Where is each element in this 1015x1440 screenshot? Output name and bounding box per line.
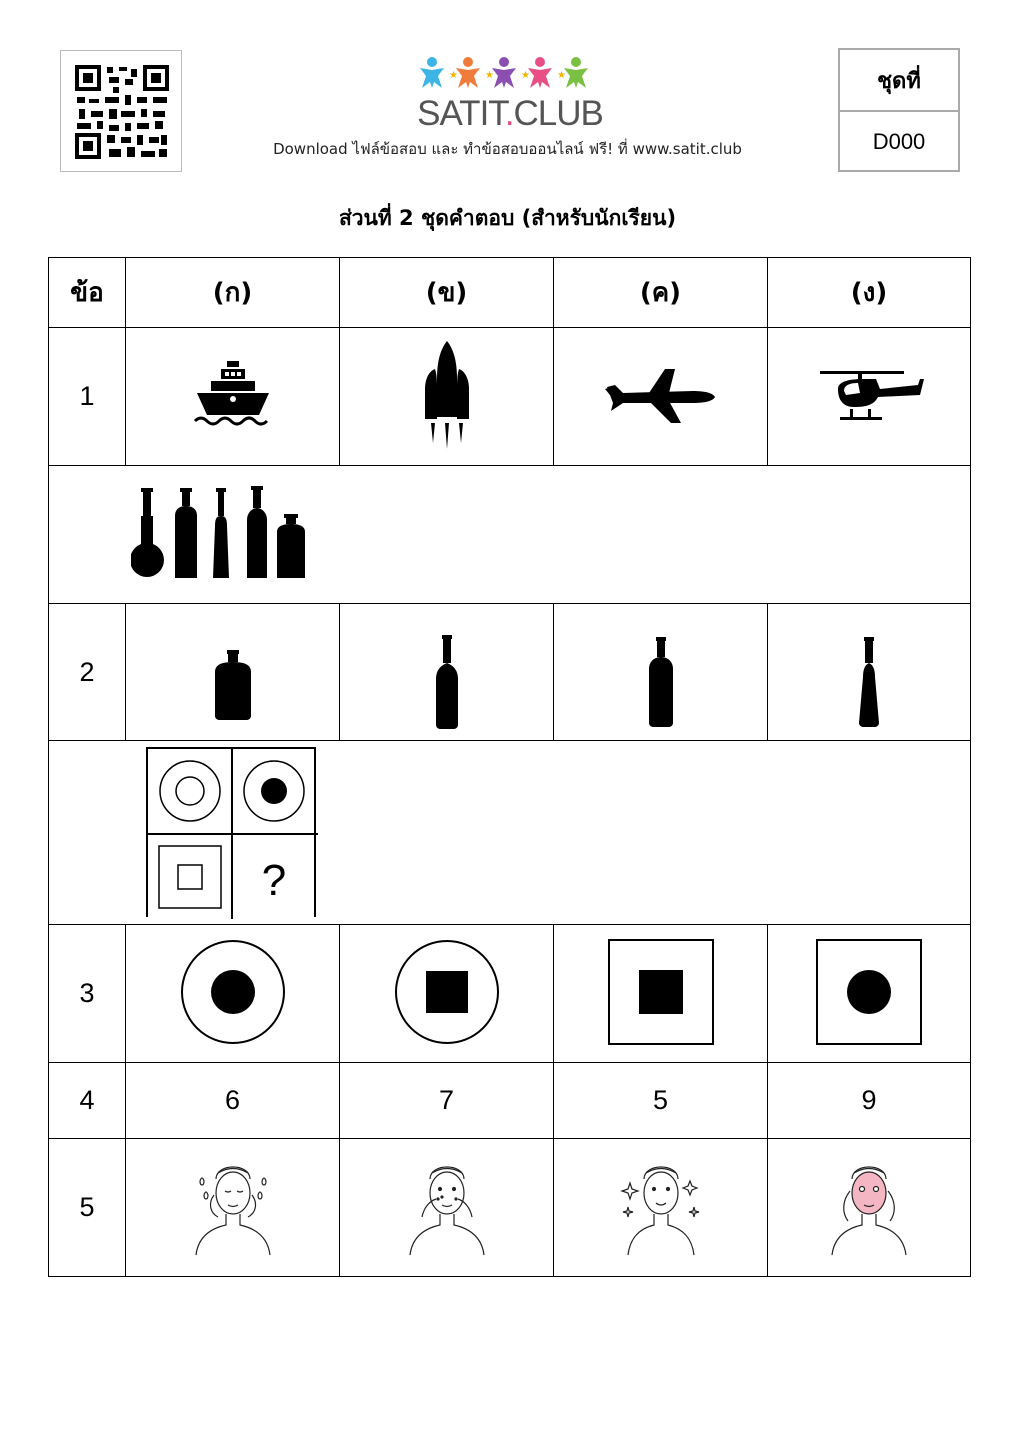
choice-cell[interactable] xyxy=(554,925,768,1063)
choice-cell[interactable] xyxy=(554,1139,768,1277)
circle-with-dot xyxy=(180,939,286,1045)
choice-cell[interactable]: 9 xyxy=(768,1063,971,1139)
choice-cell[interactable] xyxy=(126,604,340,741)
wine-bottle-icon xyxy=(647,637,675,727)
choice-cell[interactable] xyxy=(340,925,554,1063)
question-number: 1 xyxy=(49,328,126,466)
choice-cell[interactable] xyxy=(340,328,554,466)
face-glow-icon xyxy=(616,1151,706,1261)
svg-text:★: ★ xyxy=(449,70,458,81)
section-title: ส่วนที่ 2 ชุดคำตอบ (สำหรับนักเรียน) xyxy=(338,206,677,230)
choice-cell[interactable] xyxy=(554,328,768,466)
circle-with-square xyxy=(394,939,500,1045)
download-tagline: Download ไฟล์ข้อสอบ และ ทำข้อสอบออนไลน์ ฟรี! ที่ www.satit.club xyxy=(273,140,742,158)
answer-table xyxy=(48,257,971,1277)
helicopter-icon xyxy=(814,367,924,423)
choice-cell[interactable] xyxy=(768,1139,971,1277)
table-row xyxy=(49,741,971,925)
question-stem xyxy=(49,741,971,925)
choice-cell[interactable] xyxy=(126,925,340,1063)
choice-cell[interactable] xyxy=(768,328,971,466)
choice-cell[interactable] xyxy=(126,328,340,466)
face-mask-icon xyxy=(824,1151,914,1261)
question-number: 5 xyxy=(49,1139,126,1277)
grid-cell-question-mark: ? xyxy=(261,856,287,905)
choice-cell[interactable] xyxy=(554,604,768,741)
table-row xyxy=(49,1063,971,1139)
question-number: 4 xyxy=(49,1063,126,1139)
space-shuttle-icon xyxy=(417,339,477,451)
airplane-icon xyxy=(605,365,717,425)
square-with-square xyxy=(608,939,714,1045)
svg-text:★: ★ xyxy=(485,70,494,81)
table-header-row xyxy=(49,258,971,328)
short-bottle-icon xyxy=(213,650,253,720)
set-label: ชุดที่ xyxy=(840,50,958,112)
face-cream-icon xyxy=(402,1151,492,1261)
choice-cell[interactable] xyxy=(768,925,971,1063)
grid-cell-dot-in-circle xyxy=(242,759,306,823)
choice-cell[interactable]: 6 xyxy=(126,1063,340,1139)
ship-icon xyxy=(193,357,273,433)
choice-cell[interactable]: 7 xyxy=(340,1063,554,1139)
choice-cell[interactable]: 5 xyxy=(554,1063,768,1139)
question-stem xyxy=(49,466,971,604)
logo-figures xyxy=(420,57,588,88)
header-choice-c: (ค) xyxy=(554,258,768,328)
choice-cell[interactable] xyxy=(340,1139,554,1277)
face-wash-icon xyxy=(188,1151,278,1261)
table-row xyxy=(49,925,971,1063)
question-number: 3 xyxy=(49,925,126,1063)
table-row xyxy=(49,1139,971,1277)
svg-text:★: ★ xyxy=(521,70,530,81)
choice-cell[interactable] xyxy=(340,604,554,741)
grid-cell-circle-in-circle xyxy=(158,759,222,823)
square-with-dot xyxy=(816,939,922,1045)
header-item: ข้อ xyxy=(49,258,126,328)
logo-wordmark: SATIT.CLUB xyxy=(417,94,603,133)
question-number: 2 xyxy=(49,604,126,741)
table-row xyxy=(49,604,971,741)
table-row xyxy=(49,328,971,466)
grid-cell-square-in-square xyxy=(158,845,222,909)
choice-cell[interactable] xyxy=(768,604,971,741)
slim-bottle-icon xyxy=(857,637,881,727)
satit-club-logo xyxy=(410,56,610,136)
tall-bottle-icon xyxy=(434,635,460,729)
table-row xyxy=(49,466,971,604)
header-choice-b: (ข) xyxy=(340,258,554,328)
choice-cell[interactable] xyxy=(126,1139,340,1277)
header-choice-a: (ก) xyxy=(126,258,340,328)
set-number-box xyxy=(838,48,960,172)
svg-text:★: ★ xyxy=(557,70,566,81)
shape-grid xyxy=(146,747,316,917)
bottle-sequence-image xyxy=(131,486,321,582)
set-value: D000 xyxy=(872,129,926,154)
header-choice-d: (ง) xyxy=(768,258,971,328)
